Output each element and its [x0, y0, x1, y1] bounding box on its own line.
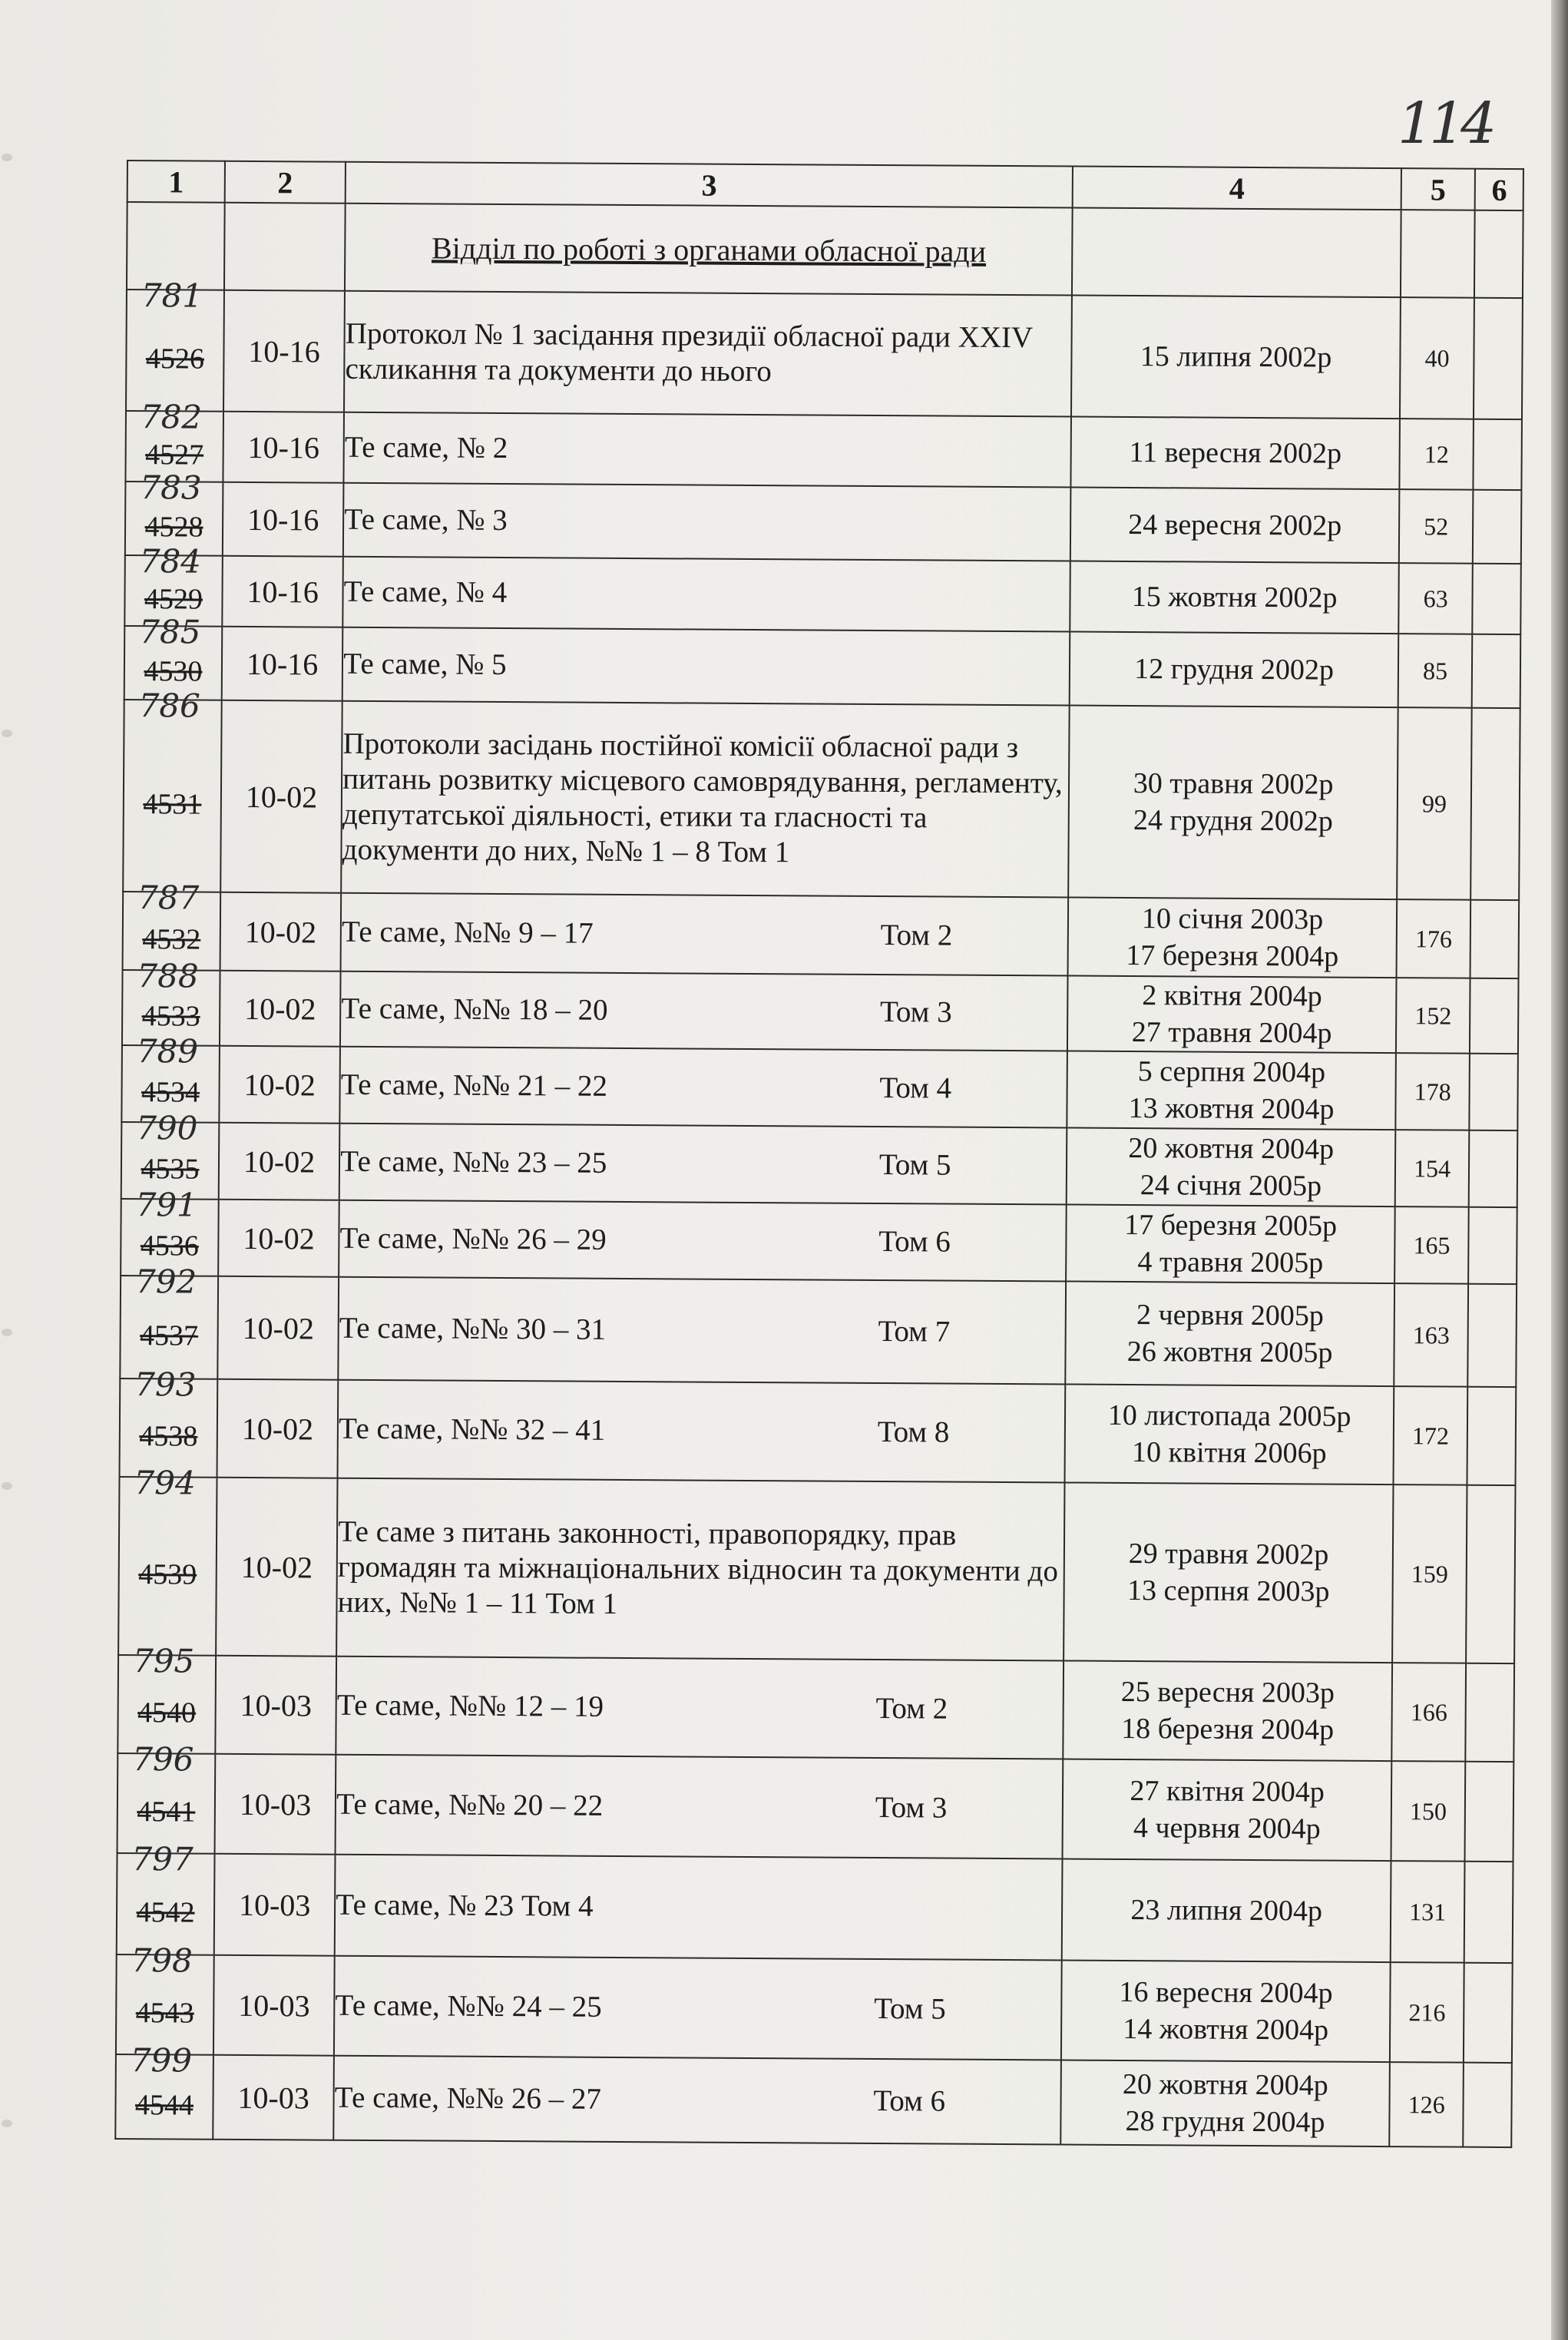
old-number: 4533 [141, 1000, 200, 1033]
title-text: Те саме, № 3 [344, 502, 508, 538]
table-row [116, 1954, 1513, 2063]
case-number [117, 1642, 216, 1754]
old-number: 4530 [144, 655, 203, 688]
handwritten-number: 790 [136, 1109, 198, 1147]
title-cell [335, 1855, 1063, 1961]
title-cell [344, 412, 1072, 488]
date-cell: 16 вересня 2004р 14 жовтня 2004р [1061, 1960, 1390, 2062]
notes-cell [1465, 1762, 1513, 1862]
notes-cell [1466, 1663, 1514, 1762]
date-cell: 2 квітня 2004р 27 травня 2004р [1067, 976, 1396, 1054]
date-cell: 27 квітня 2004р 4 червня 2004р [1063, 1759, 1391, 1861]
case-number [117, 1740, 216, 1854]
date-cell: 25 вересня 2003р 18 березня 2004р [1064, 1660, 1392, 1761]
handwritten-number: 783 [140, 468, 202, 507]
handwritten-number: 781 [141, 276, 203, 315]
index-cell: 10-02 [216, 1478, 338, 1657]
title-cell [342, 557, 1070, 632]
date-cell: 30 травня 2002р 24 грудня 2002р [1069, 706, 1398, 900]
notes-cell [1470, 1054, 1518, 1130]
old-number: 4529 [144, 583, 203, 616]
table-row [120, 1379, 1517, 1485]
title-cell [336, 1657, 1064, 1759]
punch-hole [2, 1482, 12, 1490]
notes-cell [1469, 1130, 1517, 1207]
sheet-count: 63 [1398, 563, 1473, 634]
handwritten-number: 786 [138, 687, 200, 725]
handwritten-number: 789 [136, 1032, 199, 1071]
title-text: Те саме, № 4 [343, 574, 508, 610]
title-text: Те саме, №№ 12 – 19 [336, 1688, 604, 1723]
title-text: Те саме, №№ 26 – 29 [339, 1221, 607, 1256]
sheet-count: 166 [1391, 1663, 1467, 1762]
old-number: 4532 [142, 923, 201, 956]
volume-label: Том 2 [875, 1691, 948, 1726]
handwritten-number: 793 [134, 1365, 197, 1404]
handwritten-number: 794 [134, 1464, 196, 1502]
title-text: Те саме, №№ 20 – 22 [336, 1787, 604, 1822]
title-text: Те саме, № 2 [344, 430, 508, 465]
table-row [120, 1276, 1517, 1387]
punch-hole [2, 1329, 12, 1336]
old-number: 4542 [136, 1896, 195, 1929]
handwritten-number: 788 [137, 957, 199, 995]
title-text: Протоколи засідань постійної комісії обласної ради з питань розвитку місцевого самоврядування, регламенту, депутатської діяльності, етики та гласності та документи до них, №№ 1 – 8 Том 1 [342, 726, 1063, 869]
col-header-6: 6 [1475, 169, 1523, 210]
index-cell: 10-03 [213, 2055, 334, 2140]
old-number: 4527 [145, 439, 204, 472]
title-text: Те саме, №№ 26 – 27 [334, 2080, 602, 2116]
title-text: Те саме, №№ 32 – 41 [338, 1412, 606, 1447]
sheet-count: 154 [1394, 1130, 1469, 1207]
date-cell: 15 жовтня 2002р [1070, 561, 1399, 634]
sheet-count: 165 [1394, 1206, 1469, 1284]
table-row [122, 970, 1519, 1054]
old-number: 4534 [141, 1076, 200, 1109]
table-row [123, 892, 1520, 978]
punch-hole [2, 154, 12, 161]
sheet-count: 152 [1396, 978, 1470, 1054]
index-cell: 10-02 [219, 1123, 340, 1200]
handwritten-number: 792 [134, 1263, 197, 1301]
notes-cell [1470, 978, 1518, 1054]
section-title: Відділ по роботі з органами обласної ради [345, 204, 1073, 296]
notes-cell [1464, 1862, 1513, 1963]
title-cell [338, 1380, 1066, 1483]
handwritten-number: 791 [135, 1186, 198, 1224]
case-number [117, 1840, 215, 1955]
notes-cell [1468, 1284, 1517, 1387]
sheet-count: 126 [1389, 2062, 1464, 2147]
page-number: 114 [1398, 91, 1493, 157]
case-number [123, 687, 221, 892]
old-number: 4535 [141, 1153, 200, 1186]
col-header-5: 5 [1401, 168, 1475, 210]
col-header-3: 3 [346, 162, 1073, 208]
title-cell [340, 971, 1068, 1051]
title-cell [339, 1200, 1067, 1282]
title-cell [338, 1277, 1066, 1385]
index-cell: 10-03 [214, 1854, 336, 1956]
table-row [117, 1753, 1514, 1862]
sheet-count: 12 [1399, 419, 1474, 490]
old-number: 4537 [140, 1319, 199, 1352]
title-cell [336, 1478, 1065, 1661]
date-cell: 23 липня 2004р [1062, 1858, 1391, 1962]
title-text: Те саме, №№ 24 – 25 [335, 1988, 602, 2024]
title-cell [334, 1956, 1062, 2060]
index-cell: 10-16 [222, 556, 343, 627]
date-cell: 2 червня 2005р 26 жовтня 2005р [1066, 1282, 1394, 1387]
case-number [120, 1365, 218, 1478]
date-cell: 17 березня 2005р 4 травня 2005р [1067, 1205, 1395, 1284]
table-row [124, 555, 1521, 634]
sheet-count: 216 [1390, 1962, 1465, 2063]
volume-label: Том 8 [877, 1415, 950, 1449]
date-cell: 20 жовтня 2004р 24 січня 2005р [1067, 1128, 1395, 1207]
section-row [127, 202, 1523, 298]
sheet-count: 176 [1396, 899, 1470, 978]
index-cell: 10-16 [223, 290, 345, 412]
punch-hole [2, 2120, 12, 2127]
index-cell: 10-02 [220, 971, 341, 1047]
binder-edge [1551, 0, 1568, 2340]
index-cell: 10-03 [213, 1955, 335, 2056]
table-row [118, 1477, 1515, 1663]
notes-cell [1464, 2063, 1512, 2147]
title-text: Те саме, № 5 [343, 647, 507, 682]
date-cell: 12 грудня 2002р [1070, 632, 1398, 708]
notes-cell [1472, 634, 1520, 708]
title-cell [344, 291, 1072, 417]
register-table [114, 160, 1524, 2148]
title-cell [342, 627, 1070, 706]
case-number [116, 1941, 214, 2055]
sheet-count: 40 [1400, 297, 1475, 419]
title-text: Те саме, № 23 Том 4 [336, 1888, 594, 1923]
volume-label: Том 3 [875, 1790, 948, 1825]
notes-cell [1474, 298, 1522, 419]
sheet-count: 172 [1393, 1386, 1468, 1485]
notes-cell [1473, 564, 1521, 634]
sheet-count: 131 [1390, 1861, 1465, 1963]
handwritten-number: 796 [132, 1740, 194, 1779]
handwritten-number: 799 [130, 2041, 193, 2080]
volume-label: Том 5 [878, 1148, 951, 1182]
volume-label: Том 2 [880, 918, 953, 952]
index-cell: 10-02 [220, 892, 342, 971]
title-cell [343, 483, 1071, 561]
handwritten-number: 798 [131, 1941, 193, 1980]
date-cell: 5 серпня 2004р 13 жовтня 2004р [1067, 1051, 1396, 1130]
sheet-count: 85 [1398, 634, 1472, 708]
title-text: Те саме, №№ 9 – 17 [341, 915, 594, 950]
handwritten-number: 795 [132, 1642, 195, 1680]
handwritten-number: 782 [140, 398, 203, 436]
notes-cell [1469, 1207, 1517, 1284]
date-cell: 24 вересня 2002р [1070, 488, 1399, 564]
title-cell [341, 893, 1069, 976]
notes-cell [1464, 1963, 1512, 2063]
sheet-count: 159 [1392, 1484, 1467, 1663]
index-cell: 10-02 [218, 1200, 339, 1277]
old-number: 4541 [137, 1796, 196, 1829]
notes-cell [1470, 900, 1519, 978]
volume-label: Том 7 [878, 1315, 951, 1349]
notes-cell [1473, 490, 1521, 564]
table-row [121, 1199, 1517, 1284]
table-row [125, 482, 1522, 564]
date-cell: 10 січня 2003р 17 березня 2004р [1068, 898, 1397, 978]
index-cell: 10-02 [217, 1276, 339, 1380]
table-row [121, 1045, 1518, 1130]
date-cell: 11 вересня 2002р [1071, 417, 1400, 490]
title-cell [340, 1047, 1068, 1128]
sheet-count: 150 [1391, 1761, 1466, 1862]
handwritten-number: 785 [139, 613, 201, 651]
index-cell: 10-02 [220, 700, 342, 893]
case-number [126, 276, 224, 412]
date-cell: 15 липня 2002р [1071, 296, 1400, 419]
case-number [120, 1263, 218, 1379]
table-row [126, 290, 1523, 419]
case-number [115, 2041, 213, 2140]
index-cell: 10-03 [214, 1754, 336, 1855]
notes-cell [1467, 1387, 1516, 1485]
title-cell [333, 2056, 1061, 2145]
handwritten-number: 797 [131, 1840, 194, 1878]
old-number: 4540 [137, 1696, 197, 1729]
handwritten-number: 784 [139, 542, 202, 581]
notes-cell [1467, 1485, 1516, 1663]
title-cell [339, 1124, 1067, 1205]
old-number: 4544 [134, 2089, 194, 2122]
index-cell: 10-16 [223, 482, 344, 557]
date-cell: 10 листопада 2005р 10 квітня 2006р [1065, 1384, 1394, 1484]
volume-label: Том 6 [878, 1225, 951, 1259]
title-text: Те саме, №№ 18 – 20 [341, 991, 608, 1027]
title-text: Те саме, №№ 23 – 25 [340, 1144, 607, 1180]
table-row [115, 2054, 1512, 2147]
index-cell: 10-16 [223, 412, 344, 483]
old-number: 4538 [139, 1420, 198, 1453]
punch-hole [2, 730, 12, 737]
table-row [125, 411, 1522, 490]
volume-label: Том 4 [879, 1071, 952, 1105]
table-row [121, 1122, 1518, 1207]
table-row [117, 1853, 1513, 1963]
old-number: 4536 [140, 1230, 199, 1263]
col-header-4: 4 [1073, 167, 1401, 210]
volume-label: Том 6 [873, 2083, 946, 2118]
sheet-count: 163 [1394, 1283, 1469, 1387]
table-row [123, 700, 1520, 900]
date-cell: 20 жовтня 2004р 28 грудня 2004р [1061, 2060, 1390, 2146]
index-cell: 10-02 [217, 1379, 338, 1478]
old-number: 4543 [135, 1997, 194, 2030]
title-text: Те саме, №№ 30 – 31 [339, 1311, 607, 1346]
index-cell: 10-02 [219, 1046, 340, 1124]
title-cell [341, 701, 1070, 898]
col-header-1: 1 [127, 161, 225, 203]
title-text: Те саме з питань законності, правопорядку, прав громадян та міжнаціональних відносин та документи до них, №№ 1 – 11 Том 1 [337, 1514, 1059, 1620]
title-text: Протокол № 1 засідання президії обласної ради XXIV скликання та документи до нього [345, 316, 1033, 389]
table-row [124, 626, 1521, 708]
notes-cell [1471, 708, 1520, 900]
old-number: 4526 [145, 343, 205, 376]
volume-label: Том 5 [874, 1991, 946, 2026]
sheet-count: 99 [1397, 707, 1472, 900]
date-cell: 29 травня 2002р 13 серпня 2003р [1064, 1482, 1394, 1663]
title-text: Те саме, №№ 21 – 22 [340, 1067, 608, 1103]
old-number: 4528 [144, 511, 203, 544]
volume-label: Том 3 [879, 995, 952, 1029]
sheet-count: 52 [1399, 489, 1474, 564]
old-number: 4539 [138, 1558, 197, 1591]
index-cell: 10-16 [222, 627, 343, 701]
table-row [117, 1655, 1514, 1762]
title-cell [336, 1755, 1064, 1859]
notes-cell [1474, 419, 1522, 490]
case-number [118, 1464, 217, 1656]
handwritten-number: 787 [137, 879, 200, 917]
col-header-2: 2 [225, 161, 346, 204]
sheet-count: 178 [1395, 1053, 1470, 1130]
old-number: 4531 [143, 788, 202, 821]
index-cell: 10-03 [215, 1656, 336, 1755]
